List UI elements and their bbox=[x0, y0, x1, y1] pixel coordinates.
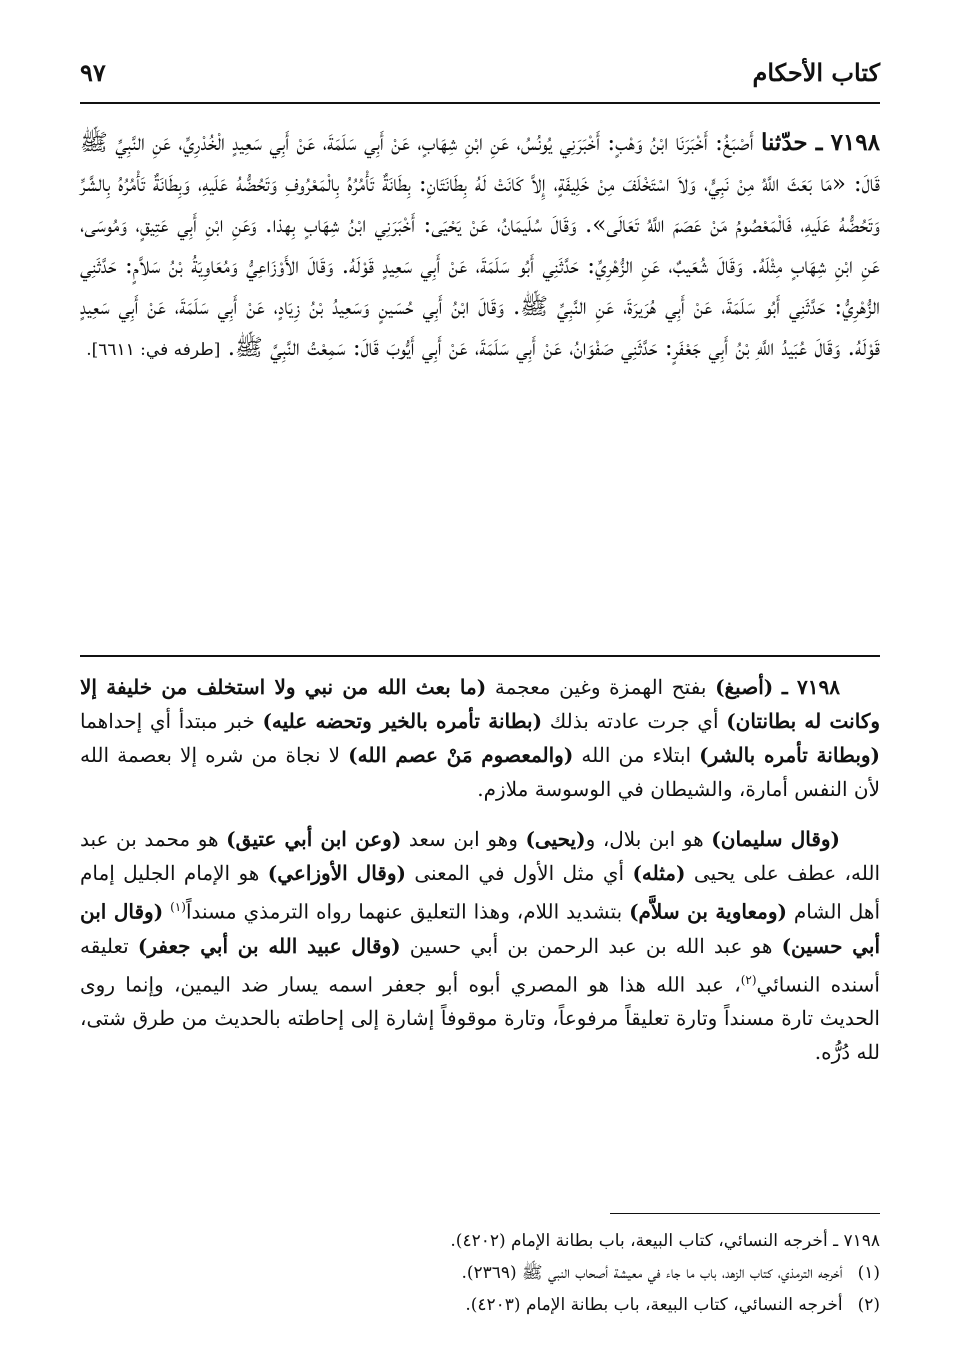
footnote-ref[interactable]: (١) bbox=[170, 900, 186, 914]
term: (وعن ابن أبي عتيق) bbox=[226, 827, 402, 851]
footnote bbox=[80, 1258, 880, 1288]
term: (بطانة تأمره بالخير وتحضه عليه) bbox=[262, 709, 543, 733]
cross-reference: [طرفه في: ٦٦١١]. bbox=[86, 340, 221, 360]
gloss: ، عبد الله هذا هو المصري أبوه أبو جعفر اسمه يسار ضد اليمين، وإنما روى الحديث تارة مسنداً وتارة تعليقاً مرفوعاً، وتارة موقوفاً إشارة إلى إحاطته بالحديث من طرق شتى، لله دُرُّه. bbox=[80, 972, 880, 1065]
commentary-paragraph bbox=[80, 822, 880, 1069]
term: (ومعاوية بن سلاَّم) bbox=[629, 899, 787, 924]
commentary-number: ٧١٩٨ ـ bbox=[781, 675, 840, 699]
gloss: وهو ابن سعد bbox=[408, 827, 518, 851]
footnote-text: أخرجه النسائي، كتاب البيعة، باب بطانة الإمام (٤٢٠٢). bbox=[450, 1231, 828, 1251]
footnote bbox=[80, 1290, 880, 1320]
page-number: ٩٧ bbox=[80, 58, 106, 87]
gloss: أي جرت عادته بذلك bbox=[549, 709, 719, 733]
term: (مثله) bbox=[632, 861, 686, 885]
gloss: تعليقه أسنده النسائي bbox=[80, 933, 880, 997]
section-rule bbox=[80, 655, 880, 657]
commentary bbox=[80, 670, 880, 1069]
term: (يحيى) bbox=[525, 827, 586, 851]
term: (وقال عبيد الله بن أبي جعفر) bbox=[137, 933, 401, 958]
gloss: ابتلاء من الله bbox=[581, 743, 692, 767]
footnotes bbox=[80, 1226, 880, 1322]
gloss: هو ابن بلال، و bbox=[585, 827, 704, 851]
term: (وقال الأوزاعي) bbox=[267, 861, 406, 885]
footnote-label: ٧١٩٨ ـ bbox=[833, 1231, 880, 1251]
term: (أصبغ) bbox=[715, 675, 774, 699]
term: (وقال سليمان) bbox=[711, 827, 841, 851]
hadith-body: أَصْبَغُ: أَخْبَرَنَا ابْنُ وَهْبٍ: أَخْبَرَنِي يُونُسُ، عَنِ ابْنِ شِهَابٍ، عَنْ أَبِي سَلَمَةَ، عَنْ أَبِي سَعِيدٍ الْخُدْرِيِّ، عَنِ النَّبِيِّ ﷺ قَالَ: «مَا بَعَثَ اللَّهُ مِنْ نَبِيٍّ، وَلاَ اسْتَخْلَفَ مِنْ خَلِيفَةٍ، إِلاَّ كَانَتْ لَهُ بِطَانَتَانِ: بِطَانَةٌ تَأْمُرُهُ بِالْمَعْرُوفِ وَتَحُضُّهُ عَلَيهِ، وَبِطَانَةٌ تَأْمُرُهُ بِالشَّرِّ وَتَحُضُّهُ عَلَيهِ، فَالْمَعْصُومُ مَنْ عَصَمَ اللَّهُ تَعَالَى». وَقَالَ سُلَيمَانُ، عَنْ يَحْيَى: أَخْبَرَنِي ابْنُ شِهَابٍ بِهذا. وَعَنِ ابْنِ أَبِي عَتِيقٍ، وَمُوسَى، عَنِ ابْنِ شِهَابٍ مِثْلَهُ. وَقَالَ شُعَيبٌ، عَنِ الزُّهْرِيِّ: حَدَّثَنِي أَبُو سَلَمَةَ، عَنْ أَبِي سَعِيدٍ قَوْلَهُ. وَقَالَ الأَوْزَاعِيُّ وَمُعَاوِيَةُ بْنُ سَلاَّمٍ: حَدَّثَنِي الزُّهْرِيُّ: حَدَّثَنِي أَبُو سَلَمَةَ، عَنْ أَبِي هُرَيرَةَ، عَنِ النَّبِيِّ ﷺ. وَقَالَ ابْنُ أَبِي حُسَينٍ وَسَعِيدُ بْنُ زِيَادٍ، عَنْ أَبِي سَلَمَةَ، عَنْ أَبِي سَعِيدٍ قَوْلَهُ. وَقَالَ عُبَيدُ اللَّهِ بْنُ أَبِي جَعْفَرٍ: حَدَّثَنِي صَفْوَانُ، عَنْ أَبِي سَلَمَةَ، عَنْ أَبِي أَيُّوبَ قَالَ: سَمِعْتُ النَّبِيَّ ﷺ. bbox=[80, 130, 880, 361]
term: (والمعصوم مَنْ عصم الله) bbox=[348, 743, 574, 767]
gloss: خبر مبتدأ أي إحداهما bbox=[80, 709, 255, 733]
footnote-label: (١) bbox=[857, 1263, 880, 1283]
term: (وقال ابن أبي حسين) bbox=[80, 899, 881, 958]
footnote-rule bbox=[610, 1213, 880, 1214]
book-title: كتاب الأحكام bbox=[752, 58, 880, 87]
page-header bbox=[80, 50, 880, 96]
gloss: هو الإمام الجليل إمام أهل الشام bbox=[80, 861, 881, 924]
gloss: هو محمد بن عبد الله، عطف على يحيى bbox=[80, 827, 881, 885]
gloss: بتشديد اللام، وهذا التعليق عنهما رواه الترمذي مسنداً bbox=[185, 899, 623, 924]
gloss: لا نجاة من شره إلا بعصمة الله لأن النفس أمارة، والشيطان في الوسوسة ملازم. bbox=[80, 743, 880, 801]
footnote bbox=[80, 1226, 880, 1256]
gloss: بفتح الهمزة وغين معجمة bbox=[494, 675, 707, 699]
footnote-ref[interactable]: (٢) bbox=[740, 972, 757, 987]
hadith-number: ٧١٩٨ ـ حدّثنا bbox=[760, 129, 880, 156]
page bbox=[80, 50, 881, 1315]
hadith-text bbox=[80, 122, 880, 371]
gloss: أي مثل الأول في المعنى bbox=[414, 861, 625, 885]
commentary-paragraph bbox=[80, 670, 880, 806]
header-rule bbox=[80, 102, 880, 104]
footnote-label: (٢) bbox=[857, 1295, 880, 1315]
term: (وبطانة تأمره بالشر) bbox=[699, 743, 881, 767]
term: (ما بعث الله من نبي ولا استخلف من خليفة إلا وكانت له بطانتان) bbox=[80, 675, 881, 733]
gloss: هو عبد الله بن عبد الرحمن بن أبي حسين bbox=[409, 933, 773, 958]
footnote-text: أخرجه الترمذي، كتاب الزهد، باب ما جاء في معيشة أصحاب النبي ﷺ (٢٣٦٩). bbox=[461, 1263, 843, 1283]
footnote-text: أخرجه النسائي، كتاب البيعة، باب بطانة الإمام (٤٢٠٣). bbox=[465, 1295, 843, 1315]
